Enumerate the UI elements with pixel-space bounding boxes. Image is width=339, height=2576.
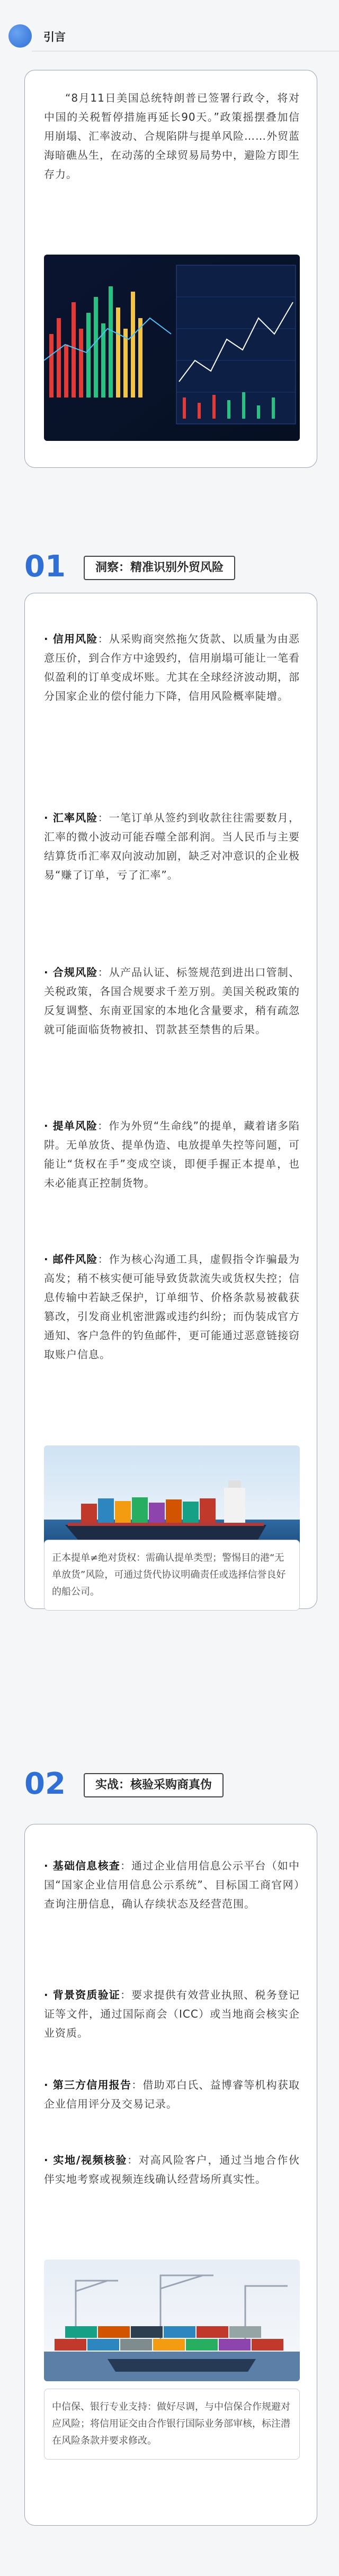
risk-item-fx-text: ：一笔订单从签约到收款往往需要数月，汇率的微小波动可能吞噬全部利润。当人民币与主要结算货币汇率双向波动加剧，缺乏对冲意识的企业极易“赚了订单，亏了汇率”。 xyxy=(44,811,300,881)
risk-item-fx-label: · 汇率风险 xyxy=(44,811,98,824)
verify-item-onsite xyxy=(44,2150,300,2189)
intro-paragraph: “8月11日美国总统特朗普已签署行政令，将对中国的关税暂停措施再延长90天。”政策摇摆叠加信用崩塌、汇率波动、合规陷阱与提单风险……外贸蓝海暗礁丛生，在动荡的全球贸易局势中，避险方即生存力。 xyxy=(44,92,300,180)
risk-item-email-text: ：作为核心沟通工具，虚假指令诈骗最为高发；稍不核实便可能导致货款流失或货权失控；信息传输中若缺乏保护，订单细节、价格条款易被截获篡改，引发商业机密泄露或违约纠纷；而伪装成官方通知、客户急件的钓鱼邮件，更可能通过恶意链接窃取账户信息。 xyxy=(44,1253,300,1361)
section1-tag: 洞察：精准识别外贸风险 xyxy=(84,556,235,580)
header-dot-icon xyxy=(8,24,32,48)
verify-item-qualification-label: · 背景资质验证 xyxy=(44,1989,120,2001)
risk-item-credit-label: · 信用风险 xyxy=(44,632,98,645)
verify-item-report-text: ：借助邓白氏、益博睿等机构获取企业信用评分及交易记录。 xyxy=(44,2078,300,2110)
section1-card xyxy=(24,593,317,1609)
risk-item-credit-text: ：从采购商突然拖欠货款、以质量为由恶意压价，到合作方中途毁约，信用崩塌可能让一笔看似盈利的订单变成坏账。尤其在全球经济波动期，部分国家企业的偿付能力下降，信用风险概率陡增。 xyxy=(44,632,300,702)
port-containers-image xyxy=(44,2259,300,2381)
risk-item-compliance-label: · 合规风险 xyxy=(44,966,98,979)
intro-title: 引言 xyxy=(43,31,66,43)
risk-item-compliance-text: ：从产品认证、标签规范到进出口管制、关税政策，各国合规要求千差万别。美国关税政策的反复调整、东南亚国家的本地化含量要求，稍有疏忽就可能面临货物被扣、罚款甚至禁售的后果。 xyxy=(44,966,300,1036)
stock-chart-image xyxy=(44,255,300,441)
verify-item-basic-text: ：通过企业信用信息公示平台（如中国“国家企业信用信息公示系统”、目标国工商官网）查询注册信息，确认存续状态及经营范围。 xyxy=(44,1859,300,1910)
verify-item-onsite-text: ：对高风险客户，通过当地合作伙伴实地考察或视频连线确认经营场所真实性。 xyxy=(44,2154,300,2185)
risk-item-credit xyxy=(44,629,300,706)
section2-number: 02 xyxy=(24,1767,66,1801)
risk-item-bl xyxy=(44,1116,300,1192)
verify-item-basic xyxy=(44,1856,300,1913)
section2-tag: 实战：核验采购商真伪 xyxy=(84,1773,224,1797)
risk-item-compliance xyxy=(44,963,300,1039)
section2-caption: 中信保、银行专业支持：做好尽调，与中信保合作规避对应风险；将信用证交由合作银行国际业务部审核，标注潜在风险条款并要求修改。 xyxy=(44,2389,300,2460)
risk-item-bl-text: ：作为外贸“生命线”的提单，藏着诸多陷阱。无单放货、提单伪造、电放提单失控等问题，可能让“货权在手”变成空谈，即便手握正本提单，也未必能真正控制货物。 xyxy=(44,1119,300,1189)
verify-item-qualification xyxy=(44,1985,300,2042)
risk-item-email xyxy=(44,1250,300,1364)
port-containers-picture xyxy=(44,2259,300,2381)
verify-item-onsite-label: · 实地/视频核验 xyxy=(44,2154,128,2166)
intro-header xyxy=(0,21,339,51)
risk-item-fx xyxy=(44,808,300,884)
risk-item-bl-label: · 提单风险 xyxy=(44,1119,98,1132)
verify-item-qualification-text: ：要求提供有效营业执照、税务登记证等文件，通过国际商会（ICC）或当地商会核实企业资质。 xyxy=(44,1989,300,2039)
section1-header xyxy=(24,548,321,585)
verify-item-report xyxy=(44,2075,300,2113)
verify-item-basic-label: · 基础信息核查 xyxy=(44,1859,120,1872)
section1-caption: 正本提单≠绝对货权：需确认提单类型；警惕目的港“无单放货”风险，可通过货代协议明确责任或选择信誉良好的船公司。 xyxy=(44,1540,300,1611)
verify-item-report-label: · 第三方信用报告 xyxy=(44,2078,132,2091)
section1-number: 01 xyxy=(24,549,66,584)
stock-chart-picture xyxy=(44,255,300,441)
section2-card xyxy=(24,1824,317,2526)
intro-card xyxy=(24,70,317,468)
section2-header xyxy=(24,1766,321,1803)
risk-item-email-label: · 邮件风险 xyxy=(44,1253,98,1266)
